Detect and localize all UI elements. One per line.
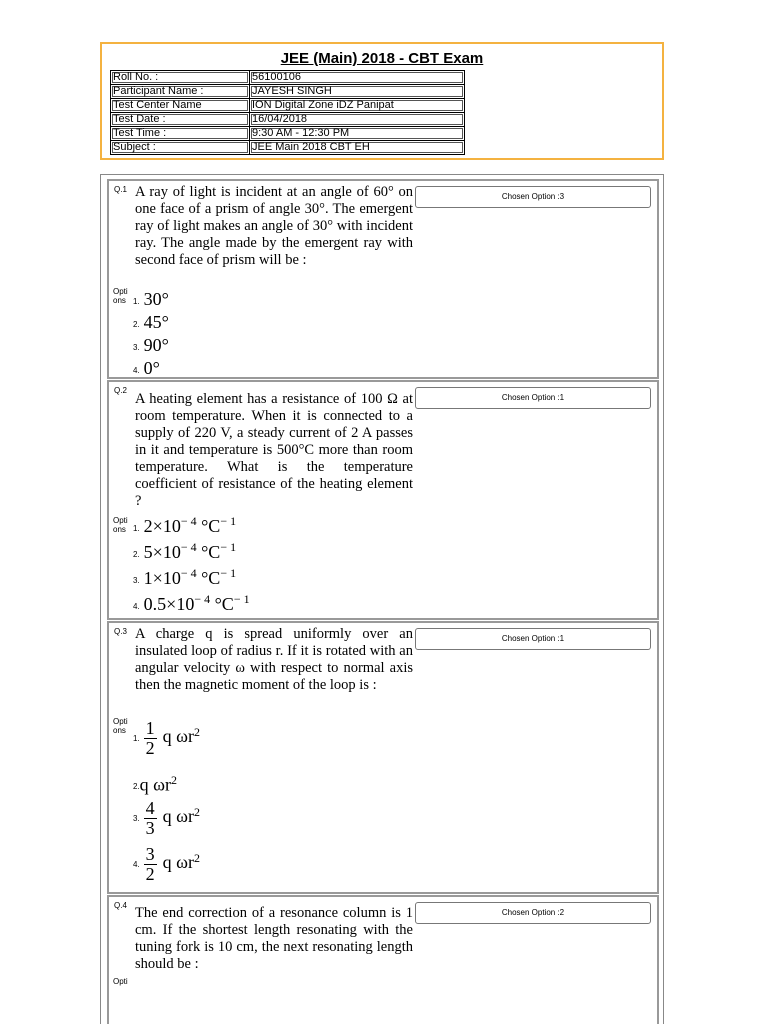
question-1 [107, 179, 659, 379]
info-value: 9:30 AM - 12:30 PM [250, 127, 465, 141]
option-3: 3. 90° [133, 335, 169, 355]
info-label: Subject : [111, 141, 250, 155]
exam-title: JEE (Main) 2018 - CBT Exam [280, 50, 484, 67]
info-row-center [111, 99, 465, 113]
info-value: 56100106 [250, 71, 465, 85]
question-4 [107, 895, 659, 1024]
question-number: Q.2 [114, 386, 127, 395]
info-label: Participant Name : [111, 85, 250, 99]
info-row-roll [111, 71, 465, 85]
info-row-subject [111, 141, 465, 155]
option-3: 3. $1\times 10^{- 4}$ $^\circ C^{- 1}$ [133, 566, 237, 588]
option-2: 2.q $\omega r^2$ [133, 773, 178, 795]
info-row-name [111, 85, 465, 99]
option-4: 4. $\frac{3}{2}$ q $\omega r^2$ [133, 844, 201, 884]
info-value: JEE Main 2018 CBT EH [250, 141, 465, 155]
question-number: Q.3 [114, 627, 127, 636]
questions-list [100, 174, 664, 1024]
chosen-option-box: Chosen Option :1 [415, 387, 651, 409]
info-label: Roll No. : [111, 71, 250, 85]
option-4: 4. $0.5\times 10^{- 4}$ $^\circ C^{- 1}$ [133, 592, 250, 614]
question-number: Q.4 [114, 901, 127, 910]
options-label: Opti ons [113, 287, 128, 305]
chosen-option-box: Chosen Option :2 [415, 902, 651, 924]
option-1: 1. $2\times 10^{- 4}$ $^\circ C^{- 1}$ [133, 514, 237, 536]
chosen-option-box: Chosen Option :3 [415, 186, 651, 208]
option-1: 1. $\frac{1}{2}$ q $\omega r^2$ [133, 718, 201, 758]
option-3: 3. $\frac{4}{3}$ q $\omega r^2$ [133, 798, 201, 838]
info-value: ION Digital Zone iDZ Panipat [250, 99, 465, 113]
question-text: A heating element has a resistance of 100 Ω at room temperature. When it is connected to a supply of 220 V, a steady current of 2 A passes in it and temperature is 500°C more than room temperature. What is the temperature coefficient of resistance of the heating element ? [135, 391, 413, 509]
options-label: Opti [113, 977, 128, 986]
question-3 [107, 621, 659, 894]
info-label: Test Center Name [111, 99, 250, 113]
option-2: 2. $5\times 10^{- 4}$ $^\circ C^{- 1}$ [133, 540, 237, 562]
options-label: Opti ons [113, 717, 128, 735]
question-text: A ray of light is incident at an angle of 60° on one face of a prism of angle 30°. The emergent ray of light makes an angle of 30° with incident ray. The angle made by the emergent ray with second face of prism will be : [135, 184, 413, 268]
question-2 [107, 380, 659, 620]
chosen-option-box: Chosen Option :1 [415, 628, 651, 650]
info-value: 16/04/2018 [250, 113, 465, 127]
exam-header [100, 42, 664, 160]
question-text: A charge q is spread uniformly over an insulated loop of radius r. If it is rotated with an angular velocity ω with respect to normal axis then the magnetic moment of the loop is : [135, 626, 413, 693]
options-label: Opti ons [113, 516, 128, 534]
question-number: Q.1 [114, 185, 127, 194]
info-row-date [111, 113, 465, 127]
option-4: 4. 0° [133, 358, 160, 378]
question-text: The end correction of a resonance column is 1 cm. If the shortest length resonating with the tuning fork is 10 cm, the next resonating length should be : [135, 905, 413, 972]
option-2: 2. 45° [133, 312, 169, 332]
info-value: JAYESH SINGH [250, 85, 465, 99]
info-label: Test Date : [111, 113, 250, 127]
participant-info-table [110, 70, 465, 155]
option-1: 1. 30° [133, 289, 169, 309]
info-label: Test Time : [111, 127, 250, 141]
info-row-time [111, 127, 465, 141]
